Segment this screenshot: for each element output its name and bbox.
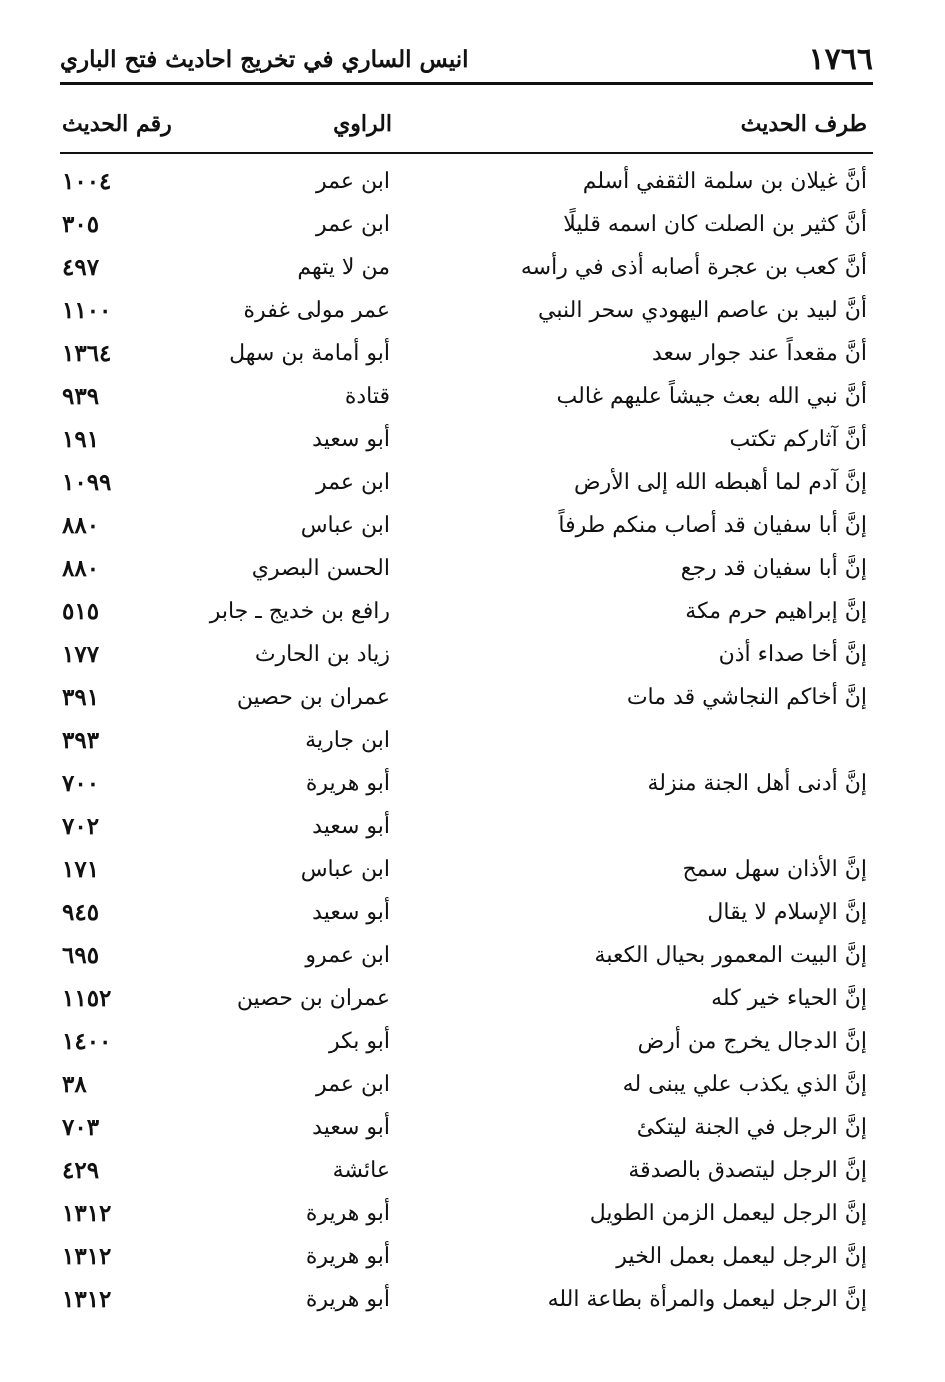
hadith-cell: إنَّ الرجل ليعمل بعمل الخير xyxy=(616,1244,867,1269)
hadith-cell: أنَّ لبيد بن عاصم اليهودي سحر النبي xyxy=(538,298,867,323)
table-row xyxy=(60,1063,873,1106)
hadith-number-cell: ١٣١٢ xyxy=(62,1286,112,1313)
hadith-number-cell: ١٠٠٤ xyxy=(62,168,112,195)
hadith-cell: أنَّ آثاركم تكتب xyxy=(729,427,867,452)
table-row xyxy=(60,633,873,676)
narrator-cell: قتادة xyxy=(344,384,390,409)
hadith-cell: إنَّ الرجل ليعمل والمرأة بطاعة الله xyxy=(547,1287,867,1312)
hadith-number-cell: ٨٨٠ xyxy=(62,555,100,582)
table-row xyxy=(60,590,873,633)
hadith-cell: إنَّ أبا سفيان قد أصاب منكم طرفاً xyxy=(558,513,867,538)
table-row xyxy=(60,934,873,977)
table-row xyxy=(60,547,873,590)
table-row xyxy=(60,676,873,719)
column-header-number: رقم الحديث xyxy=(62,111,172,137)
table-row xyxy=(60,891,873,934)
table-row xyxy=(60,461,873,504)
hadith-cell: أنَّ مقعداً عند جوار سعد xyxy=(651,341,867,366)
running-head xyxy=(60,40,873,80)
page-number: ١٧٦٦ xyxy=(808,42,873,77)
hadith-number-cell: ٤٢٩ xyxy=(62,1157,100,1184)
narrator-cell: عمران بن حصين xyxy=(236,685,390,710)
hadith-cell: إنَّ الدجال يخرج من أرض xyxy=(637,1029,867,1054)
hadith-number-cell: ١١٥٢ xyxy=(62,985,112,1012)
hadith-cell: أنَّ غيلان بن سلمة الثقفي أسلم xyxy=(582,169,867,194)
table-row xyxy=(60,977,873,1020)
hadith-cell: إنَّ الحياء خير كله xyxy=(711,986,867,1011)
narrator-cell: أبو هريرة xyxy=(305,1201,390,1226)
narrator-cell: ابن عباس xyxy=(300,857,390,882)
table-row xyxy=(60,504,873,547)
table-row xyxy=(60,332,873,375)
hadith-cell-merged: إنَّ أدنى أهل الجنة منزلة xyxy=(647,771,867,796)
table-row xyxy=(60,246,873,289)
narrator-cell: ابن عمرو xyxy=(305,943,390,968)
header-rule xyxy=(60,82,873,85)
narrator-cell: عائشة xyxy=(332,1158,390,1183)
hadith-index-table xyxy=(60,160,873,1321)
narrator-cell: ابن عباس xyxy=(300,513,390,538)
hadith-number-cell: ٣٩١ xyxy=(62,684,100,711)
narrator-cell: أبو هريرة xyxy=(305,1244,390,1269)
table-row xyxy=(60,289,873,332)
hadith-cell: أنَّ نبي الله بعث جيشاً عليهم غالب xyxy=(556,384,867,409)
narrator-cell: أبو هريرة xyxy=(305,1287,390,1312)
narrator-cell: عمر مولى غفرة xyxy=(243,298,390,323)
narrator-cell: ابن عمر xyxy=(316,169,390,194)
narrator-cell: ابن عمر xyxy=(316,212,390,237)
hadith-cell: إنَّ أخاكم النجاشي قد مات xyxy=(626,685,867,710)
hadith-cell: إنَّ آدم لما أهبطه الله إلى الأرض xyxy=(573,470,867,495)
hadith-cell: إنَّ الرجل ليتصدق بالصدقة xyxy=(628,1158,867,1183)
hadith-number-cell: ٩٣٩ xyxy=(62,383,100,410)
table-row xyxy=(60,1278,873,1321)
hadith-cell: إنَّ الرجل ليعمل الزمن الطويل xyxy=(589,1201,867,1226)
table-row xyxy=(60,848,873,891)
hadith-cell: أنَّ كثير بن الصلت كان اسمه قليلًا xyxy=(563,212,867,237)
hadith-cell: إنَّ إبراهيم حرم مكة xyxy=(685,599,867,624)
hadith-number-cell: ١٤٠٠ xyxy=(62,1028,112,1055)
table-row xyxy=(60,1020,873,1063)
hadith-cell: إنَّ الذي يكذب علي يبنى له xyxy=(622,1072,867,1097)
narrator-cell: ابن عمر xyxy=(316,470,390,495)
narrator-cell: رافع بن خديج ـ جابر xyxy=(209,599,390,624)
table-row xyxy=(60,762,873,805)
table-header-rule xyxy=(60,152,873,154)
narrator-cell: من لا يتهم xyxy=(297,255,390,280)
table-row xyxy=(60,1149,873,1192)
table-row xyxy=(60,375,873,418)
column-header-hadith: طرف الحديث xyxy=(740,111,867,137)
hadith-cell: إنَّ أبا سفيان قد رجع xyxy=(680,556,867,581)
table-row xyxy=(60,1106,873,1149)
narrator-cell: ابن جارية xyxy=(305,728,390,753)
hadith-number-cell: ٣٠٥ xyxy=(62,211,100,238)
narrator-cell: ابن عمر xyxy=(316,1072,390,1097)
narrator-cell: أبو بكر xyxy=(328,1029,390,1054)
narrator-cell: زياد بن الحارث xyxy=(254,642,390,667)
narrator-cell: عمران بن حصين xyxy=(236,986,390,1011)
table-row xyxy=(60,805,873,848)
hadith-number-cell: ٧٠٢ xyxy=(62,813,100,840)
table-row xyxy=(60,160,873,203)
hadith-number-cell: ٣٨ xyxy=(62,1071,87,1098)
hadith-number-cell: ٧٠٠ xyxy=(62,770,100,797)
narrator-cell: أبو سعيد xyxy=(312,1115,390,1140)
hadith-number-cell: ١٠٩٩ xyxy=(62,469,112,496)
narrator-cell: أبو سعيد xyxy=(312,814,390,839)
hadith-cell: إنَّ الرجل في الجنة ليتكئ xyxy=(636,1115,867,1140)
narrator-cell: أبو أمامة بن سهل xyxy=(229,341,390,366)
hadith-number-cell: ١٣٦٤ xyxy=(62,340,112,367)
narrator-cell: أبو سعيد xyxy=(312,427,390,452)
narrator-cell: أبو سعيد xyxy=(312,900,390,925)
table-row xyxy=(60,1235,873,1278)
hadith-number-cell: ١٩١ xyxy=(62,426,100,453)
hadith-number-cell: ٤٩٧ xyxy=(62,254,100,281)
hadith-number-cell: ١٧٧ xyxy=(62,641,100,668)
hadith-number-cell: ٩٤٥ xyxy=(62,899,100,926)
table-row xyxy=(60,1192,873,1235)
narrator-cell: أبو هريرة xyxy=(305,771,390,796)
hadith-cell: إنَّ أخا صداء أذن xyxy=(718,642,867,667)
hadith-number-cell: ١٣١٢ xyxy=(62,1243,112,1270)
hadith-number-cell: ٥١٥ xyxy=(62,598,100,625)
hadith-cell: أنَّ كعب بن عجرة أصابه أذى في رأسه xyxy=(520,255,867,280)
table-row xyxy=(60,203,873,246)
table-row xyxy=(60,418,873,461)
hadith-number-cell: ٨٨٠ xyxy=(62,512,100,539)
hadith-number-cell: ١٧١ xyxy=(62,856,100,883)
hadith-cell: إنَّ الإسلام لا يقال xyxy=(707,900,867,925)
hadith-number-cell: ١٣١٢ xyxy=(62,1200,112,1227)
column-header-narrator: الراوي xyxy=(333,111,392,137)
book-title: انيس الساري في تخريج احاديث فتح الباري xyxy=(60,46,469,73)
hadith-cell: إنَّ الأذان سهل سمح xyxy=(682,857,867,882)
hadith-number-cell: ٦٩٥ xyxy=(62,942,100,969)
table-row-group xyxy=(60,719,873,848)
hadith-cell: إنَّ البيت المعمور بحيال الكعبة xyxy=(594,943,867,968)
hadith-number-cell: ١١٠٠ xyxy=(62,297,112,324)
narrator-cell: الحسن البصري xyxy=(251,556,390,581)
hadith-number-cell: ٣٩٣ xyxy=(62,727,100,754)
table-row xyxy=(60,719,873,762)
hadith-number-cell: ٧٠٣ xyxy=(62,1114,100,1141)
